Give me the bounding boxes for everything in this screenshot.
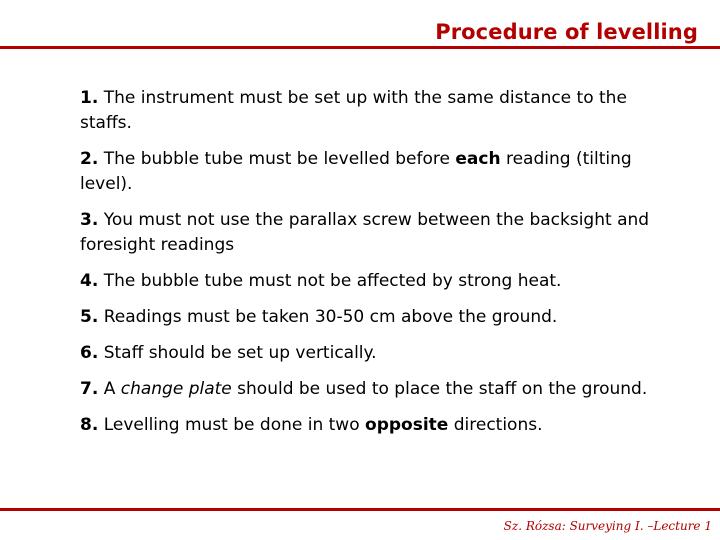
item-emphasis: opposite: [365, 415, 449, 435]
list-item: [80, 377, 680, 402]
item-text: The bubble tube must be levelled before: [98, 149, 456, 169]
item-number: 2.: [80, 149, 99, 169]
list-item: [80, 305, 680, 330]
list-item: [80, 208, 680, 258]
item-text: The bubble tube must not be affected by strong heat.: [98, 271, 562, 291]
item-text: directions.: [448, 415, 543, 435]
item-number: 1.: [80, 88, 99, 108]
item-text: reading (tilting level).: [80, 149, 632, 194]
item-number: 8.: [80, 415, 99, 435]
item-italic-term: change plate: [120, 379, 232, 399]
list-item: [80, 147, 680, 197]
item-number: 7.: [80, 379, 99, 399]
item-number: 3.: [80, 210, 99, 230]
item-text: Levelling must be done in two: [98, 415, 366, 435]
item-number: 4.: [80, 271, 99, 291]
list-item: [80, 341, 680, 366]
footer-divider: [0, 508, 720, 511]
list-item: [80, 413, 680, 438]
item-text: A: [98, 379, 121, 399]
slide-footer: Sz. Rózsa: Surveying I. –Lecture 1: [503, 519, 712, 533]
item-text: should be used to place the staff on the ground.: [231, 379, 648, 399]
item-emphasis: each: [455, 149, 501, 169]
list-item: [80, 269, 680, 294]
item-text: The instrument must be set up with the same distance to the staffs.: [80, 88, 627, 133]
list-item: [80, 86, 680, 136]
item-text: Staff should be set up vertically.: [98, 343, 377, 363]
procedure-list: [80, 86, 680, 449]
slide-title: Procedure of levelling: [435, 20, 698, 44]
item-text: Readings must be taken 30-50 cm above the ground.: [98, 307, 558, 327]
item-number: 6.: [80, 343, 99, 363]
item-text: You must not use the parallax screw between the backsight and foresight readings: [80, 210, 650, 255]
item-number: 5.: [80, 307, 99, 327]
title-divider: [0, 46, 720, 49]
